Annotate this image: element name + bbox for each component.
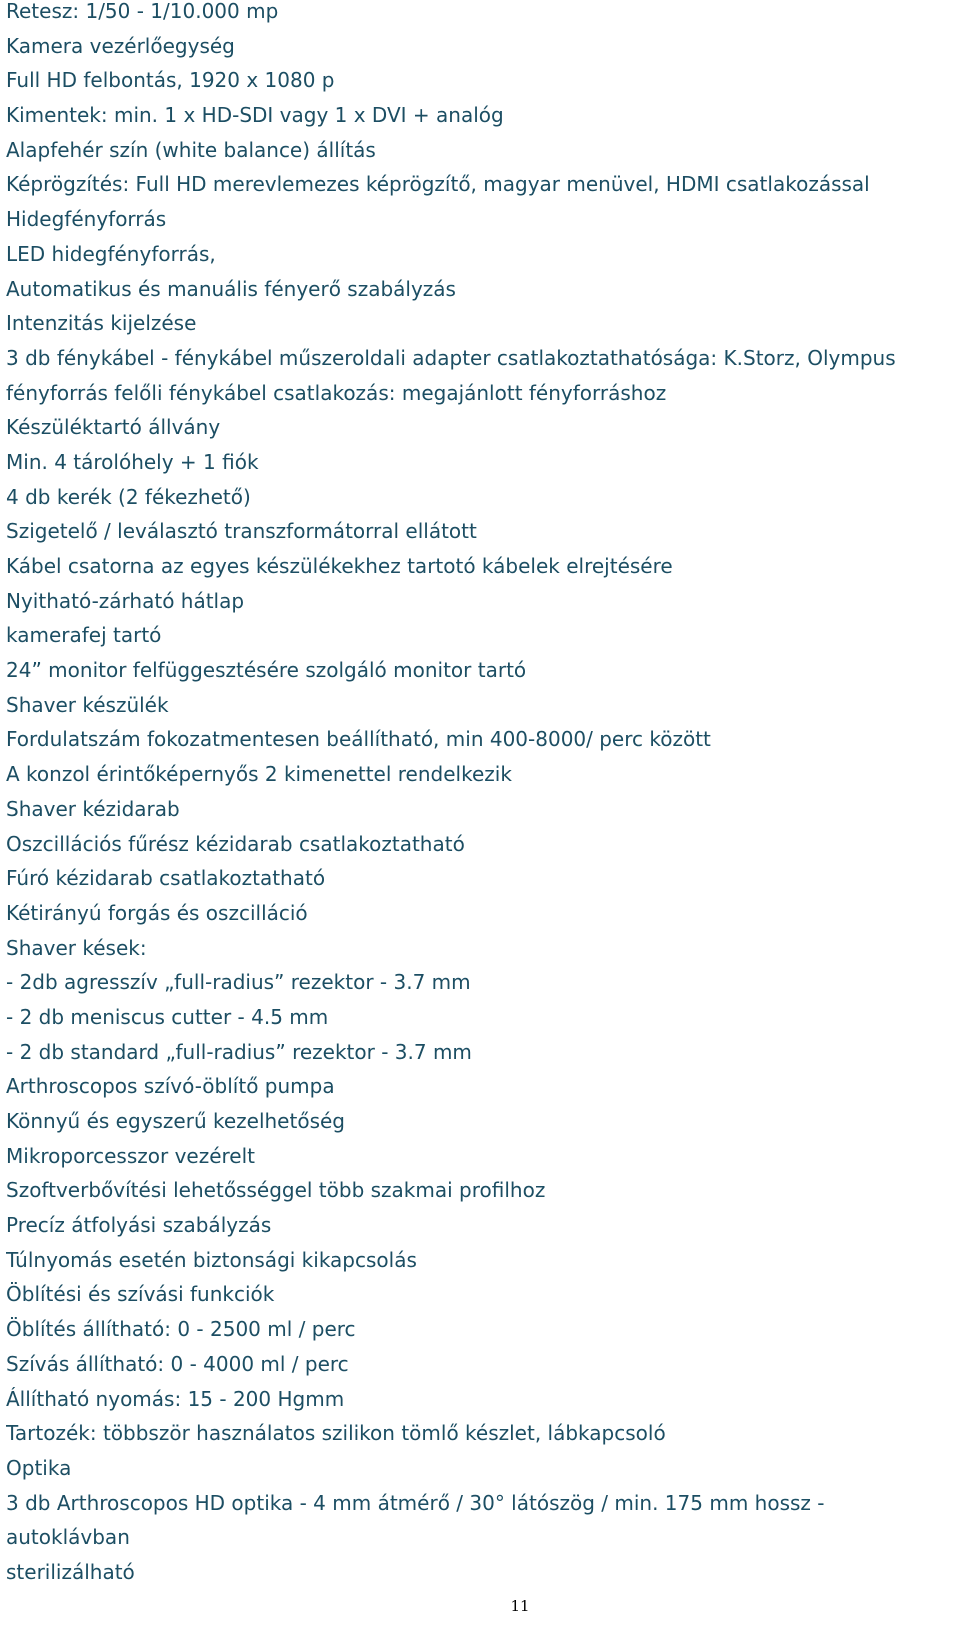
text-line: - 2 db meniscus cutter - 4.5 mm <box>6 1004 329 1029</box>
text-line: kamerafej tartó <box>6 623 162 648</box>
text-line: Oszcillációs fűrész kézidarab csatlakoztatható <box>6 831 465 856</box>
text-line: Kétirányú forgás és oszcilláció <box>6 900 308 925</box>
text-line: Optika <box>6 1455 72 1480</box>
text-line: Shaver készülék <box>6 692 169 717</box>
text-line: - 2 db standard „full-radius” rezektor - 3.7 mm <box>6 1039 472 1064</box>
text-line: Mikroporcesszor vezérelt <box>6 1143 256 1168</box>
text-line: Öblítési és szívási funkciók <box>6 1282 275 1307</box>
text-line: Állítható nyomás: 15 - 200 Hgmm <box>6 1386 345 1411</box>
text-line: Könnyű és egyszerű kezelhetőség <box>6 1109 345 1133</box>
text-line: Kimentek: min. 1 x HD-SDI vagy 1 x DVI + analóg <box>6 103 504 128</box>
text-line: Alapfehér szín (white balance) állítás <box>6 137 376 162</box>
text-line: 3 db fénykábel - fénykábel műszeroldali adapter csatlakoztathatósága: K.Storz, Olympus <box>6 345 896 370</box>
text-line: 24” monitor felfüggesztésére szolgáló monitor tartó <box>6 658 527 683</box>
text-line: Intenzitás kijelzése <box>6 311 197 336</box>
text-line: Öblítés állítható: 0 - 2500 ml / perc <box>6 1317 356 1342</box>
text-line: Automatikus és manuális fényerő szabályzás <box>6 276 456 301</box>
text-line: LED hidegfényforrás, <box>6 241 216 266</box>
document-body <box>6 0 946 1590</box>
text-line: Shaver kések: <box>6 935 147 960</box>
text-line: Full HD felbontás, 1920 x 1080 p <box>6 68 335 93</box>
text-line: sterilizálható <box>6 1559 135 1584</box>
text-line: 3 db Arthroscopos HD optika - 4 mm átmérő / 30° látószög / min. 175 mm hossz - <box>6 1490 825 1515</box>
text-line: Retesz: 1/50 - 1/10.000 mp <box>6 0 279 23</box>
text-line: Kábel csatorna az egyes készülékekhez tartotó kábelek elrejtésére <box>6 554 673 578</box>
text-line: Készüléktartó állvány <box>6 415 221 440</box>
text-line: autoklávban <box>6 1525 130 1550</box>
text-line: Túlnyomás esetén biztonsági kikapcsolás <box>6 1247 417 1272</box>
text-line: Arthroscopos szívó-öblítő pumpa <box>6 1074 335 1099</box>
text-line: Precíz átfolyási szabályzás <box>6 1213 272 1238</box>
text-line: Szívás állítható: 0 - 4000 ml / perc <box>6 1351 349 1376</box>
text-line: Kamera vezérlőegység <box>6 33 235 58</box>
text-line: Szigetelő / leválasztó transzformátorral ellátott <box>6 519 477 544</box>
text-line: - 2db agresszív „full-radius” rezektor - 3.7 mm <box>6 970 471 995</box>
text-line: Min. 4 tárolóhely + 1 fiók <box>6 449 259 474</box>
text-line: Shaver kézidarab <box>6 796 180 821</box>
page-number: 11 <box>510 1597 530 1615</box>
text-line: Nyitható-zárható hátlap <box>6 588 245 613</box>
text-line: A konzol érintőképernyős 2 kimenettel rendelkezik <box>6 762 512 787</box>
text-line: Hidegfényforrás <box>6 207 167 232</box>
text-line: Szoftverbővítési lehetősséggel több szakmai profilhoz <box>6 1178 546 1203</box>
text-line: 4 db kerék (2 fékezhető) <box>6 484 251 509</box>
text-line: Képrögzítés: Full HD merevlemezes képrögzítő, magyar menüvel, HDMI csatlakozással <box>6 172 870 197</box>
text-line: Fúró kézidarab csatlakoztatható <box>6 866 326 891</box>
text-line: Fordulatszám fokozatmentesen beállítható, min 400-8000/ perc között <box>6 727 711 752</box>
text-line: Tartozék: többször használatos szilikon tömlő készlet, lábkapcsoló <box>6 1421 666 1446</box>
text-line: fényforrás felőli fénykábel csatlakozás: megajánlott fényforráshoz <box>6 380 667 405</box>
